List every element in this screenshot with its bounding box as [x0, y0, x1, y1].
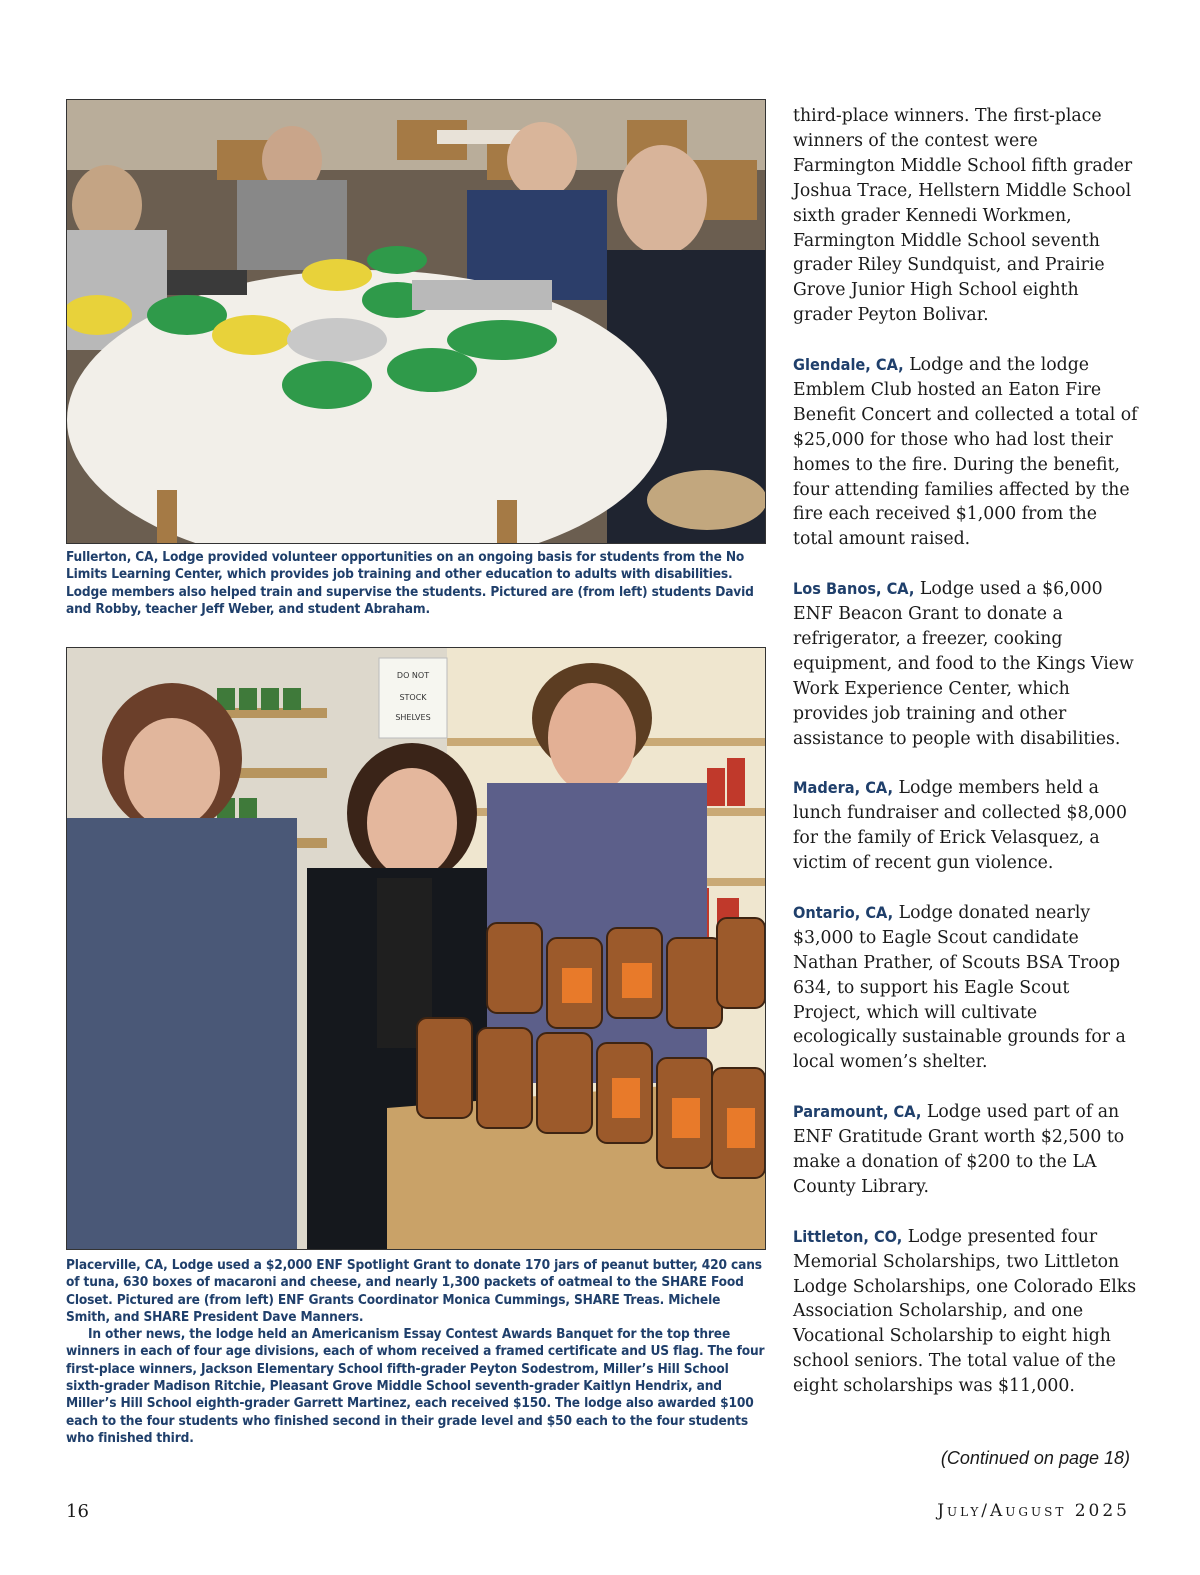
- lodge-item-ontario: [793, 901, 1138, 1075]
- lodge-item-glendale: [793, 353, 1138, 552]
- lodge-item-madera: [793, 776, 1138, 876]
- sign-line-2: STOCK: [399, 693, 427, 702]
- column-intro: third-place winners. The first-place winners of the contest were Farmington Middle School fifth grader Joshua Trace, Hellstern Middle School sixth grader Kennedi Workmen, Farmington Middle School seventh grader Riley Sundquist, and Prairie Grove Junior High School eighth grader Peyton Bolivar.: [793, 106, 1133, 326]
- photo-placerville-food-closet: [66, 647, 766, 1250]
- photo-caption-placerville: [66, 1257, 766, 1447]
- lodge-text: Lodge and the lodge Emblem Club hosted an Eaton Fire Benefit Concert and collected a total of $25,000 for those who had lost their homes to the fire. During the benefit, four attending families affected by the fire each received $1,000 from the total amount raised.: [793, 355, 1138, 550]
- photo-fullerton-volunteers: [66, 99, 766, 544]
- lodge-place: Madera, CA,: [793, 778, 894, 798]
- lodge-text: Lodge donated nearly $3,000 to Eagle Scout candidate Nathan Prather, of Scouts BSA Troop 634, to support his Eagle Scout Project, which will cultivate ecologically sustainable grounds for a local women’s shelter.: [793, 902, 1126, 1073]
- issue-date: July/August 2025: [937, 1501, 1130, 1521]
- page-number: 16: [66, 1501, 89, 1522]
- lodge-place: Ontario, CA,: [793, 902, 894, 922]
- lodge-place: Littleton, CO,: [793, 1226, 903, 1246]
- sign-line-3: SHELVES: [395, 713, 431, 722]
- lodge-item-paramount: [793, 1100, 1138, 1200]
- caption-text: Lodge provided volunteer opportunities on an ongoing basis for students from the No Limits Learning Center, which provides job training and other education to adults with disabilities. Lodge members also helped train and supervise the students. Pictured are (from left) students David and Robby, teacher Jeff Weber, and student Abraham.: [66, 549, 754, 617]
- lodge-text: Lodge used part of an ENF Gratitude Grant worth $2,500 to make a donation of $200 to the LA County Library.: [793, 1102, 1125, 1197]
- lodge-place: Glendale, CA,: [793, 355, 904, 375]
- lodge-place: Paramount, CA,: [793, 1102, 922, 1122]
- caption-continuation: In other news, the lodge held an Americanism Essay Contest Awards Banquet for the top three winners in each of four age divisions, each of whom received a framed certificate and US flag. The four first-place winners, Jackson Elementary School fifth-grader Peyton Sodestrom, Miller’s Hill School sixth-grader Madison Ritchie, Pleasant Grove Middle School seventh-grader Kaitlyn Hendrix, and Miller’s Hill School eighth-grader Garrett Martinez, each received $150. The lodge also awarded $100 each to the four students who finished second in their grade level and $50 each to the four students who finished third.: [66, 1326, 765, 1446]
- lodge-text: Lodge used a $6,000 ENF Beacon Grant to donate a refrigerator, a freezer, cooking equipment, and food to the Kings View Work Experience Center, which provides job training and other assistance to people with disabilities.: [793, 579, 1134, 749]
- lodge-item-los-banos: [793, 577, 1138, 751]
- continued-link: (Continued on page 18): [940, 1448, 1130, 1468]
- lodge-text: Lodge presented four Memorial Scholarships, two Littleton Lodge Scholarships, one Colorado Elks Association Scholarship, and one Vocational Scholarship to eight high school seniors. The total value of the eight scholarships was $11,000.: [793, 1226, 1137, 1397]
- caption-text: Lodge used a $2,000 ENF Spotlight Grant to donate 170 jars of peanut butter, 420 cans of tuna, 630 boxes of macaroni and cheese, and nearly 1,300 packets of oatmeal to the SHARE Food Closet. Pictured are (from left) ENF Grants Coordinator Monica Cummings, SHARE Treas. Michele Smith, and SHARE President Dave Manners.: [66, 1257, 762, 1325]
- caption-place: Fullerton, CA,: [66, 549, 159, 565]
- article-column: [793, 104, 1138, 1424]
- lodge-place: Los Banos, CA,: [793, 579, 915, 599]
- sign-line-1: DO NOT: [396, 671, 430, 680]
- caption-place: Placerville, CA,: [66, 1257, 168, 1273]
- lodge-item-littleton: [793, 1225, 1138, 1399]
- lodge-text: Lodge members held a lunch fundraiser and collected $8,000 for the family of Erick Velasquez, a victim of recent gun violence.: [793, 778, 1127, 874]
- photo-caption-fullerton: [66, 549, 766, 618]
